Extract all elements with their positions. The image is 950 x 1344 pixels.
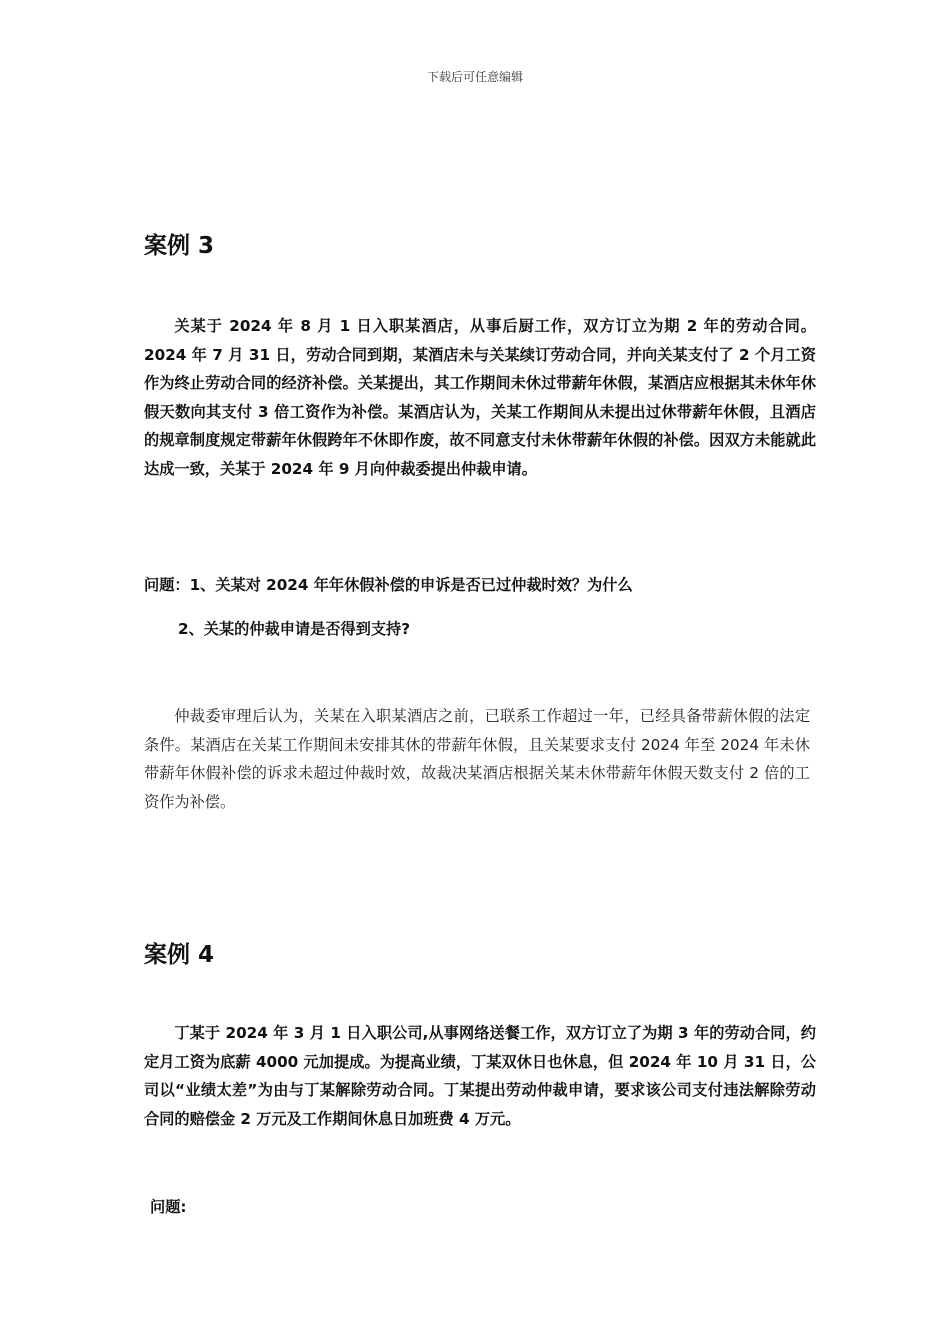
case-3-paragraph: 关某于 2024 年 8 月 1 日入职某酒店，从事后厨工作，双方订立为期 2 年的劳动合同。2024 年 7 月 31 日，劳动合同到期，某酒店未与关某续订劳动合同，并向关某支付了 2 个月工资作为终止劳动合同的经济补偿。关某提出，其工作期间未休过带薪年休假，某酒店应根据其未休年休假天数向其支付 3 倍工资作为补偿。某酒店认为，关某工作期间从未提出过休带薪年休假，且酒店的规章制度规定带薪年休假跨年不休即作废，故不同意支付未休带薪年休假的补偿。因双方未能就此达成一致，关某于 2024 年 9 月向仲裁委提出仲裁申请。: [144, 317, 816, 478]
case-4-title: 案例 4: [144, 942, 215, 968]
case-3-ruling: 仲裁委审理后认为，关某在入职某酒店之前，已联系工作超过一年，已经具备带薪休假的法定条件。某酒店在关某工作期间未安排其休的带薪年休假，且关某要求支付 2024 年至 2024 年未休带薪年休假补偿的诉求未超过仲裁时效，故裁决某酒店根据关某未休带薪年休假天数支付 2 倍的工资作为补偿。: [144, 707, 810, 811]
case-4-paragraph: 丁某于 2024 年 3 月 1 日入职公司,从事网络送餐工作，双方订立了为期 3 年的劳动合同，约定月工资为底薪 4000 元加提成。为提高业绩，丁某双休日也休息，但 2024 年 10 月 31 日，公司以“业绩太差”为由与丁某解除劳动合同。丁某提出劳动仲裁申请，要求该公司支付违法解除劳动合同的赔偿金 2 万元及工作期间休息日加班费 4 万元。: [144, 1024, 816, 1128]
case-4-question: 问题:: [150, 1198, 187, 1216]
case-3-question-2: 2、关某的仲裁申请是否得到支持?: [178, 620, 411, 638]
case-3-title: 案例 3: [144, 233, 215, 259]
header-note: 下载后可任意编辑: [426, 70, 523, 84]
case-3-question-1: 问题：1、关某对 2024 年年休假补偿的申诉是否已过仲裁时效？为什么: [144, 576, 633, 594]
